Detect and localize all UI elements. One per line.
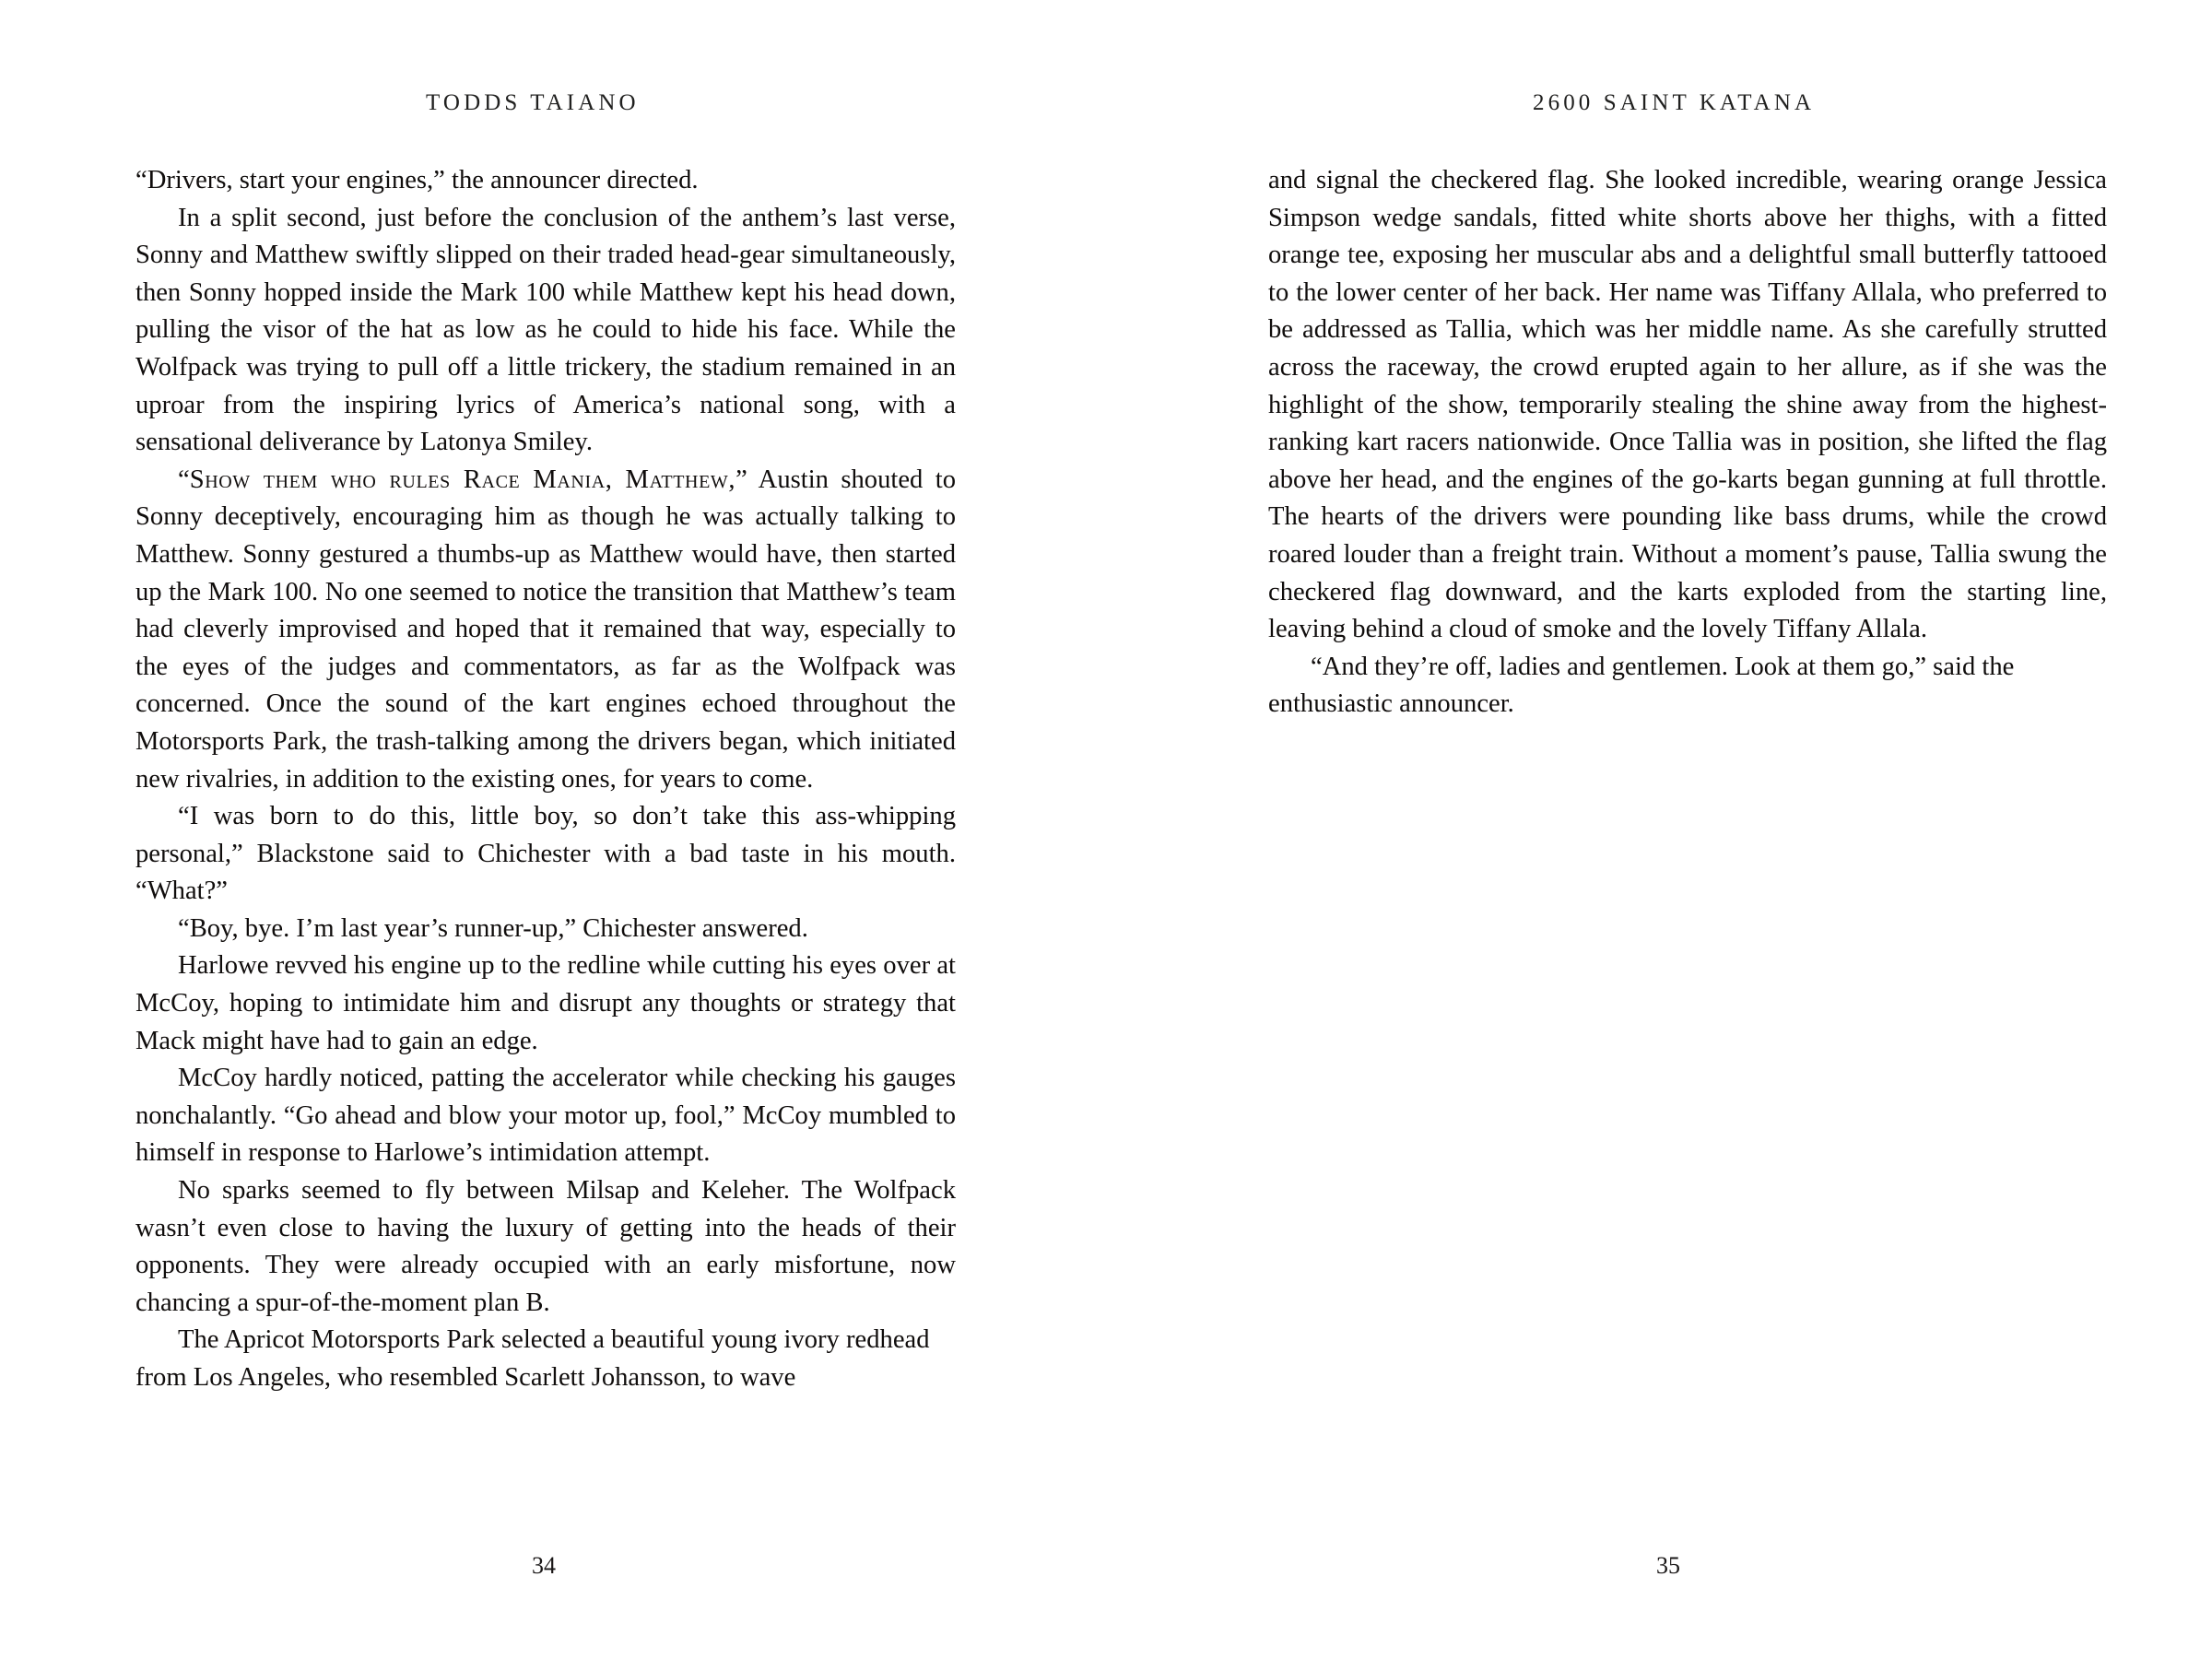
paragraph: McCoy hardly noticed, patting the accelerator while checking his gauges nonchalantly. “Go ahead and blow your motor up, fool,” McCoy mumbled to himself in response to Harlowe’s intimidation attempt. (135, 1064, 956, 1168)
paragraph-remainder: Austin shouted to Sonny deceptively, encouraging him as though he was actually talking to Matthew. Sonny gestured a thumbs-up as Matthew would have, then started up the Mark 100. No one seemed to notice the transition that Matthew’s team had cleverly improvised and hoped that it remained that way, especially to the eyes of the judges and commentators, as far as the Wolfpack was concerned. Once the sound of the kart engines echoed throughout the Motorsports Park, the trash-talking among the drivers began, which initiated new rivalries, in addition to the existing ones, for years to come. (135, 465, 956, 794)
paragraph: “And they’re off, ladies and gentlemen. Look at them go,” said the enthusiastic announcer. (1268, 652, 2015, 719)
paragraph: In a split second, just before the conclusion of the anthem’s last verse, Sonny and Matthew swiftly slipped on their traded head-gear simultaneously, then Sonny hopped inside the Mark 100 while Matthew kept his head down, pulling the visor of the hat as low as he could to hide his face. While the Wolfpack was trying to pull off a little trickery, the stadium remained in an uproar from the inspiring lyrics of America’s national song, with a sensational deliverance by Latonya Smiley. (135, 203, 956, 457)
quote-close: ” (735, 465, 747, 494)
paragraph: Harlowe revved his engine up to the redline while cutting his eyes over at McCoy, hoping to intimidate him and disrupt any thoughts or strategy that Mack might have had to gain an edge. (135, 951, 956, 1055)
quote-open: “ (178, 465, 190, 494)
text-column-left (135, 162, 956, 1397)
paragraph-continued: The Apricot Motorsports Park selected a beautiful young ivory redhead from Los Angeles, who resembled Scarlett Johansson, to wave (135, 1325, 930, 1392)
paragraph: “Boy, bye. I’m last year’s runner-up,” Chichester answered. (178, 913, 808, 943)
paragraph-continued: and signal the checkered flag. She looked incredible, wearing orange Jessica Simpson wedge sandals, fitted white shorts above her thighs, with a fitted orange tee, exposing her muscular abs and a delightful small butterfly tattooed to the lower center of her back. Her name was Tiffany Allala, who preferred to be addressed as Tallia, which was her middle name. As she carefully strutted across the raceway, the crowd erupted again to her allure, as if she was the highlight of the show, temporarily stealing the shine away from the highest-ranking kart racers nationwide. Once Tallia was in position, she lifted the flag above her head, and the engines of the go-karts began gunning at full throttle. The hearts of the drivers were pounding like bass drums, while the crowd roared louder than a freight train. Without a moment’s pause, Tallia swung the checkered flag downward, and the karts exploded from the starting line, leaving behind a cloud of smoke and the lovely Tiffany Allala. (1268, 166, 2107, 644)
smallcaps-dialogue: Show them who rules Race Mania, Matthew, (189, 465, 736, 494)
paragraph: No sparks seemed to fly between Milsap and Keleher. The Wolfpack wasn’t even close to having the luxury of getting into the heads of their opponents. They were already occupied with an early misfortune, now chancing a spur-of-the-moment plan B. (135, 1176, 956, 1317)
page-number-left: 34 (532, 1552, 556, 1579)
paragraph: “Drivers, start your engines,” the announcer directed. (135, 166, 699, 194)
running-head-left: TODDS TAIANO (426, 90, 640, 115)
running-head-right: 2600 SAINT KATANA (1533, 90, 1816, 115)
text-column-right (1268, 162, 2107, 724)
paragraph: “I was born to do this, little boy, so don’t take this ass-whipping personal,” Blackstone said to Chichester with a bad taste in his mouth. “What?” (135, 802, 956, 906)
paragraph-with-smallcaps (135, 462, 956, 798)
page-number-right: 35 (1656, 1552, 1680, 1579)
